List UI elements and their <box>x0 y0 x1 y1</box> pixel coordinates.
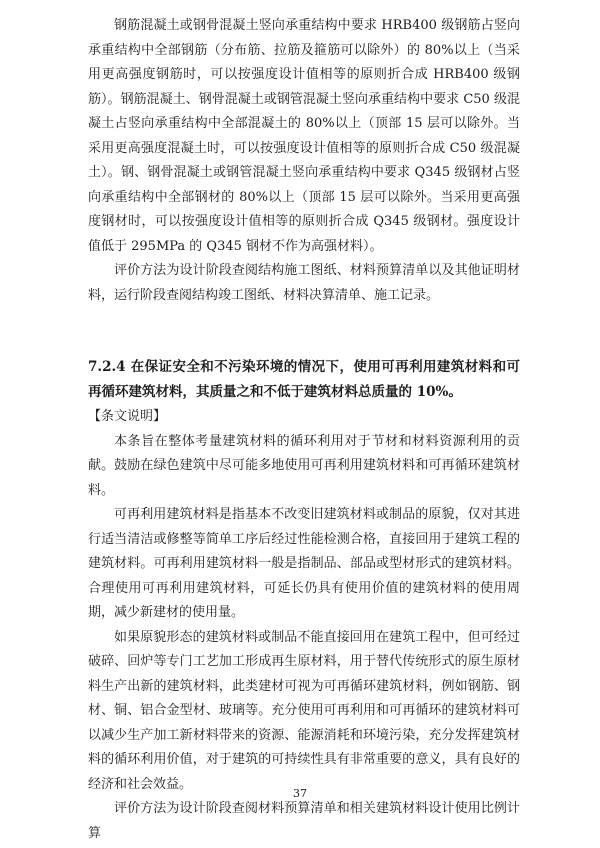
clause-7-2-4 <box>88 355 520 846</box>
paragraph-reusable-materials: 可再利用建筑材料是指基本不改变旧建筑材料或制品的原貌，仅对其进行适当清洁或修整等简单工序后经过性能检测合格，直接回用于建筑工程的建筑材料。可再利用建筑材料一般是指制品、部品或型材形式的建筑材料。合理使用可再利用建筑材料，可延长仍具有使用价值的建筑材料的使用周期，减少新建材的使用量。 <box>88 507 520 620</box>
paragraph-evaluation-method-structure: 评价方法为设计阶段查阅结构施工图纸、材料预算清单以及其他证明材料，运行阶段查阅结构竣工图纸、材料决算清单、施工记录。 <box>88 263 520 303</box>
section-structure-materials <box>88 14 520 308</box>
clause-heading: 7.2.4 在保证安全和不污染环境的情况下，使用可再利用建筑材料和可再循环建筑材料，其质量之和不低于建筑材料总质量的 10%。 <box>88 359 520 400</box>
paragraph-high-strength-materials: 钢筋混凝土或钢骨混凝土竖向承重结构中要求 HRB400 级钢筋占竖向承重结构中全部钢筋（分布筋、拉筋及箍筋可以除外）的 80%以上（当采用更高强度钢筋时，可以按强度设计值相等的原则折合成 HRB400 级钢筋）。钢筋混凝土、钢骨混凝土或钢管混凝土竖向承重结构中要求 C50 级混凝土占竖向承重结构中全部混凝土的 80%以上（顶部 15 层可以除外。当采用更高强度混凝土时，可以按强度设计值相等的原则折合成 C50 级混凝土）。钢、钢骨混凝土或钢管混凝土竖向承重结构中要求 Q345 级钢材占竖向承重结构中全部钢材的 80%以上（顶部 15 层可以除外。当采用更高强度钢材时，可以按强度设计值相等的原则折合成 Q345 级钢材。强度设计值低于 295MPa 的 Q345 钢材不作为高强材料）。 <box>88 18 520 254</box>
clause-explanation-label: 【条文说明】 <box>88 409 167 424</box>
page-number: 37 <box>293 787 307 800</box>
paragraph-purpose: 本条旨在整体考量建筑材料的循环利用对于节材和材料资源利用的贡献。鼓励在绿色建筑中尽可能多地使用可再利用建筑材料和可再循环建筑材料。 <box>88 433 520 498</box>
paragraph-recyclable-materials: 如果原貌形态的建筑材料或制品不能直接回用在建筑工程中，但可经过破碎、回炉等专门工艺加工形成再生原材料，用于替代传统形式的原生原材料生产出新的建筑材料，此类建材可视为可再循环建筑材料，例如钢筋、钢材、铜、铝合金型材、玻璃等。充分使用可再利用和可再循环的建筑材料可以减少生产加工新材料带来的资源、能源消耗和环境污染，充分发挥建筑材料的循环利用价值，对于建筑的可持续性具有非常重要的意义，具有良好的经济和社会效益。 <box>88 629 520 792</box>
paragraph-evaluation-method-materials: 评价方法为设计阶段查阅材料预算清单和相关建筑材料设计使用比例计算 <box>88 801 520 841</box>
